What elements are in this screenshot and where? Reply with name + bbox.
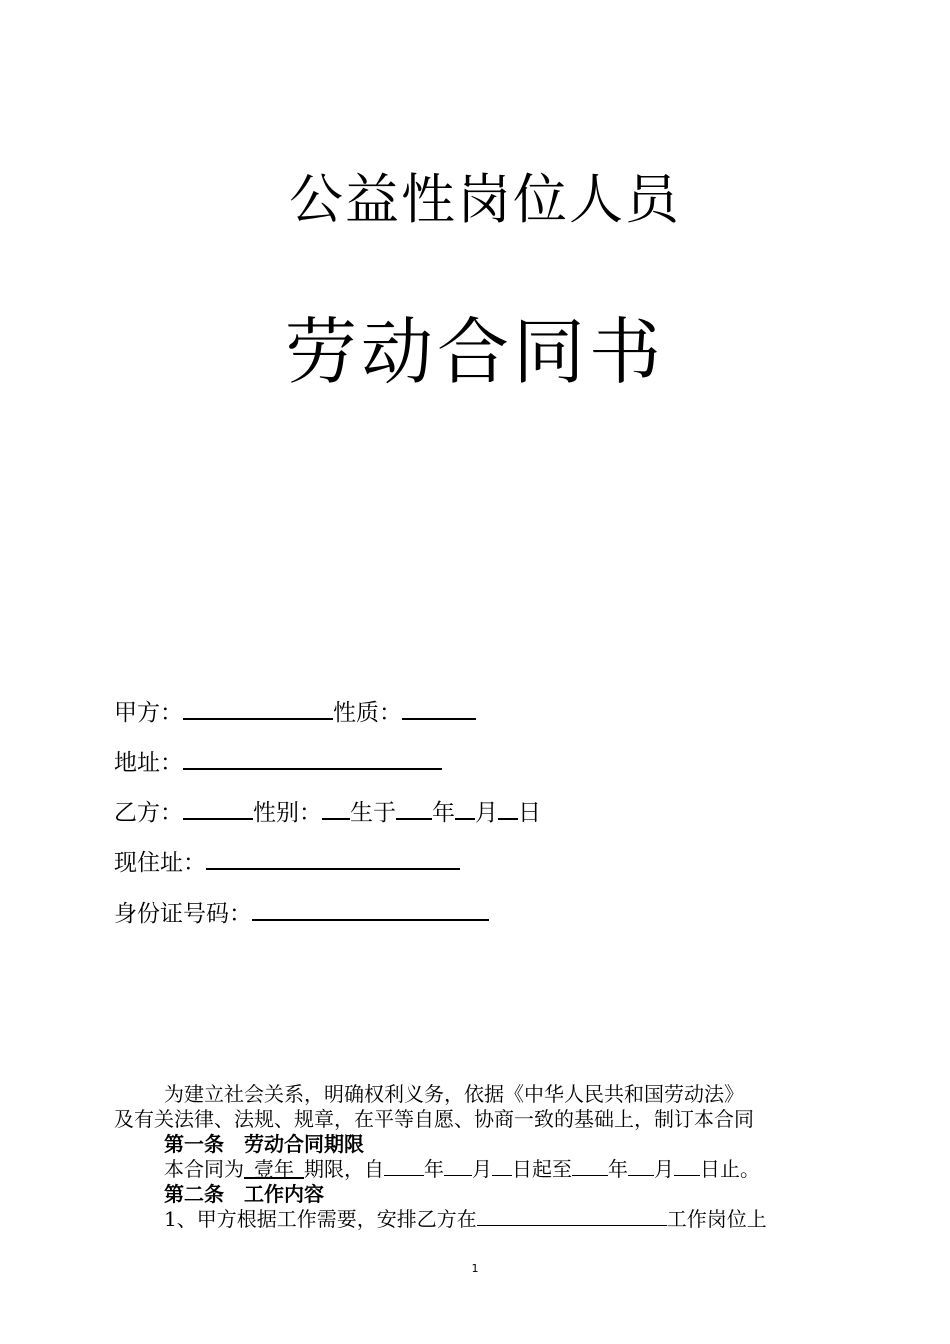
nature-label: 性质： [333,700,402,726]
title-line-2: 劳动合同书 [284,310,665,394]
id-blank[interactable] [252,897,489,921]
end-month-label: 月 [654,1157,674,1181]
address-label: 地址： [114,750,183,776]
article-2-item-1 [164,1207,767,1232]
end-year-blank[interactable] [572,1157,608,1176]
birth-month-blank[interactable] [455,796,475,820]
start-month-blank[interactable] [444,1157,472,1176]
party-a-blank[interactable] [183,696,333,720]
id-label: 身份证号码： [114,901,252,927]
page-number: 1 [471,1262,479,1275]
birth-year-blank[interactable] [396,796,432,820]
gender-label: 性别： [253,800,322,826]
end-suffix: 日止。 [700,1157,760,1181]
end-month-blank[interactable] [628,1157,654,1176]
article-1-mid: 期限，自 [304,1157,384,1181]
start-month-label: 月 [472,1157,492,1181]
party-b-label: 乙方： [114,800,183,826]
article-2-item-1-prefix: 1、甲方根据工作需要，安排乙方在 [164,1207,477,1231]
party-a-label: 甲方： [114,700,183,726]
nature-blank[interactable] [402,696,476,720]
birth-day-blank[interactable] [498,796,518,820]
article-1-heading: 第一条 劳动合同期限 [164,1132,364,1156]
end-year-label: 年 [608,1157,628,1181]
start-year-label: 年 [424,1157,444,1181]
born-label: 生于 [350,800,396,826]
start-day-blank[interactable] [492,1157,512,1176]
residence-label: 现住址： [114,850,206,876]
preamble-line-2: 及有关法律、法规、规章，在平等自愿、协商一致的基础上，制订本合同 [114,1107,754,1131]
party-a-row [114,696,476,728]
residence-row [114,846,460,878]
article-2-heading: 第二条 工作内容 [164,1182,324,1206]
end-day-blank[interactable] [674,1157,700,1176]
party-b-blank[interactable] [183,796,253,820]
article-1-text [164,1157,760,1182]
address-row [114,746,442,778]
title-line-1: 公益性岗位人员 [289,168,681,231]
start-year-blank[interactable] [384,1157,424,1176]
job-position-blank[interactable] [477,1207,667,1226]
residence-blank[interactable] [206,846,460,870]
preamble-line-1: 为建立社会关系，明确权利义务，依据《中华人民共和国劳动法》 [164,1082,744,1106]
start-suffix: 日起至 [512,1157,572,1181]
gender-blank[interactable] [322,796,350,820]
birth-day-label: 日 [518,800,541,826]
party-b-row [114,796,541,828]
birth-year-label: 年 [432,800,455,826]
birth-month-label: 月 [475,800,498,826]
article-1-prefix: 本合同为 [164,1157,244,1181]
contract-term-value[interactable]: 壹年 [254,1157,294,1181]
article-2-item-1-suffix: 工作岗位上 [666,1207,767,1231]
id-row [114,897,489,929]
address-blank[interactable] [183,746,442,770]
